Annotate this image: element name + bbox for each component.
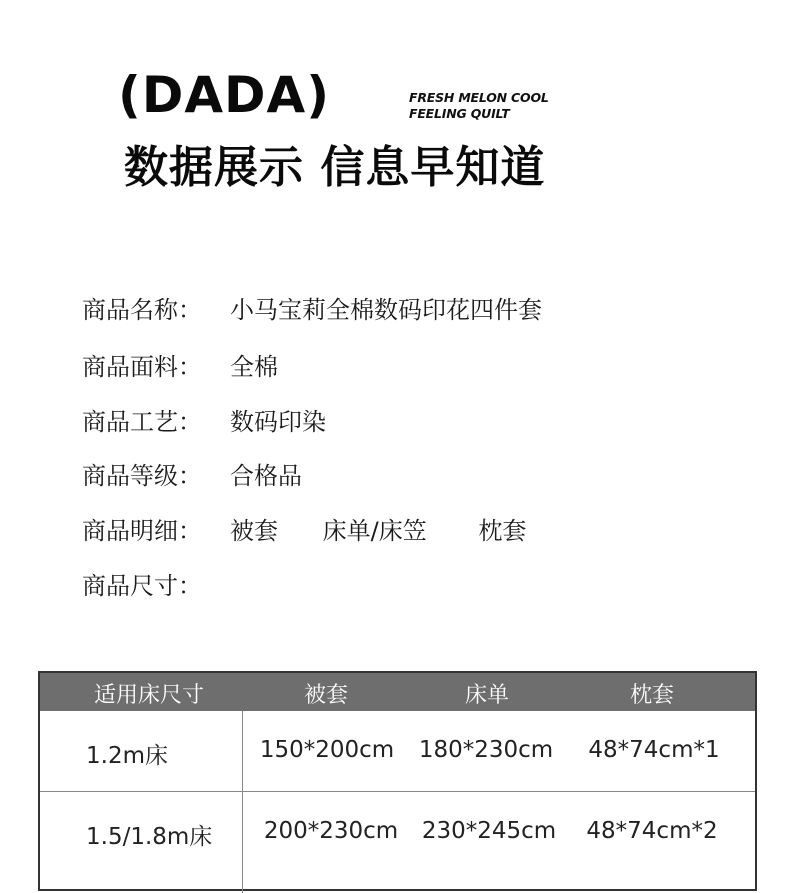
page-headline: 数据展示 信息早知道 <box>124 142 546 193</box>
table-cell: 1.5/1.8m床 <box>86 824 213 850</box>
table-cell: 1.2m床 <box>86 743 168 769</box>
table-cell: 200*230cm <box>263 818 399 844</box>
spec-value: 小马宝莉全棉数码印花四件套 <box>230 296 542 324</box>
table-header-row <box>40 673 755 711</box>
spec-value: 数码印染 <box>230 408 326 436</box>
table-header-cell: 被套 <box>303 683 349 708</box>
table-header-cell: 适用床尺寸 <box>93 683 205 708</box>
table-cell: 230*245cm <box>421 818 557 844</box>
spec-item-duvet-cover: 被套 <box>230 517 278 545</box>
spec-value-items <box>230 513 526 549</box>
table-header-cell: 床单 <box>464 683 510 708</box>
table-header-cell: 枕套 <box>629 683 675 708</box>
spec-label: 商品名称： <box>82 296 202 324</box>
size-table <box>38 671 757 891</box>
table-column-divider <box>242 711 243 893</box>
spec-label: 商品面料： <box>82 353 202 381</box>
table-cell: 180*230cm <box>418 737 554 763</box>
spec-label: 商品明细： <box>82 517 202 545</box>
spec-item-pillowcase: 枕套 <box>478 517 527 545</box>
spec-value: 全棉 <box>230 353 278 381</box>
table-row <box>40 792 755 872</box>
tagline-line-2: FEELING QUILT <box>409 106 510 121</box>
table-cell: 150*200cm <box>259 737 395 763</box>
table-cell: 48*74cm*1 <box>588 737 720 763</box>
table-row <box>40 711 755 792</box>
spec-label: 商品尺寸： <box>82 572 202 600</box>
product-tagline <box>409 90 549 122</box>
spec-value: 合格品 <box>230 462 302 490</box>
table-cell: 48*74cm*2 <box>586 818 718 844</box>
brand-logo: (DADA) <box>118 66 331 124</box>
spec-label: 商品工艺： <box>82 408 202 436</box>
tagline-line-1: FRESH MELON COOL <box>409 90 549 105</box>
spec-label: 商品等级： <box>82 462 202 490</box>
spec-item-sheet: 床单/床笠 <box>322 517 427 545</box>
